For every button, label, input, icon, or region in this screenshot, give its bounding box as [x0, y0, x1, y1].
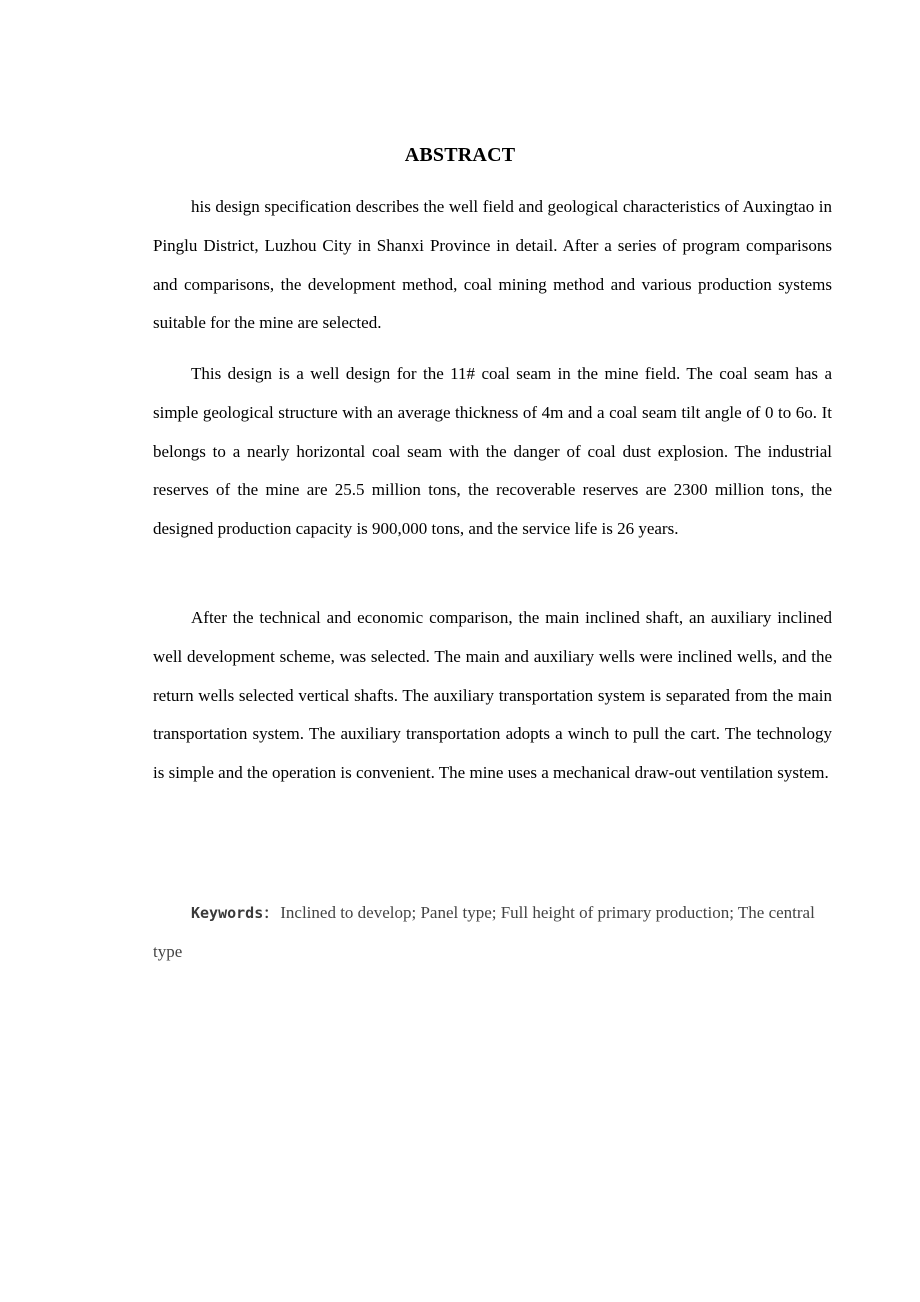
- abstract-paragraph-1: his design specification describes the well field and geological characteristics of Auxingtao in Pinglu District, Luzhou City in Shanxi Province in detail. After a series of program comparisons and comparisons, the development method, coal mining method and various production systems suitable for the mine are selected.: [153, 197, 832, 333]
- keywords-text: Inclined to develop; Panel type; Full height of primary production; The central type: [153, 903, 815, 961]
- abstract-paragraph-3: After the technical and economic comparison, the main inclined shaft, an auxiliary inclined well development scheme, was selected. The main and auxiliary wells were inclined wells, and the return wells selected vertical shafts. The auxiliary transportation system is separated from the main transportation system. The auxiliary transportation adopts a winch to pull the cart. The technology is simple and the operation is convenient. The mine uses a mechanical draw-out ventilation system.: [153, 608, 832, 783]
- keywords-label: Keywords：: [191, 904, 279, 922]
- abstract-paragraph-2: This design is a well design for the 11# coal seam in the mine field. The coal seam has a simple geological structure with an average thickness of 4m and a coal seam tilt angle of 0 to 6o. It belongs to a nearly horizontal coal seam with the danger of coal dust explosion. The industrial reserves of the mine are 25.5 million tons, the recoverable reserves are 2300 million tons, the designed production capacity is 900,000 tons, and the service life is 26 years.: [153, 364, 832, 539]
- abstract-title: ABSTRACT: [404, 144, 516, 166]
- keywords-line: [153, 894, 832, 972]
